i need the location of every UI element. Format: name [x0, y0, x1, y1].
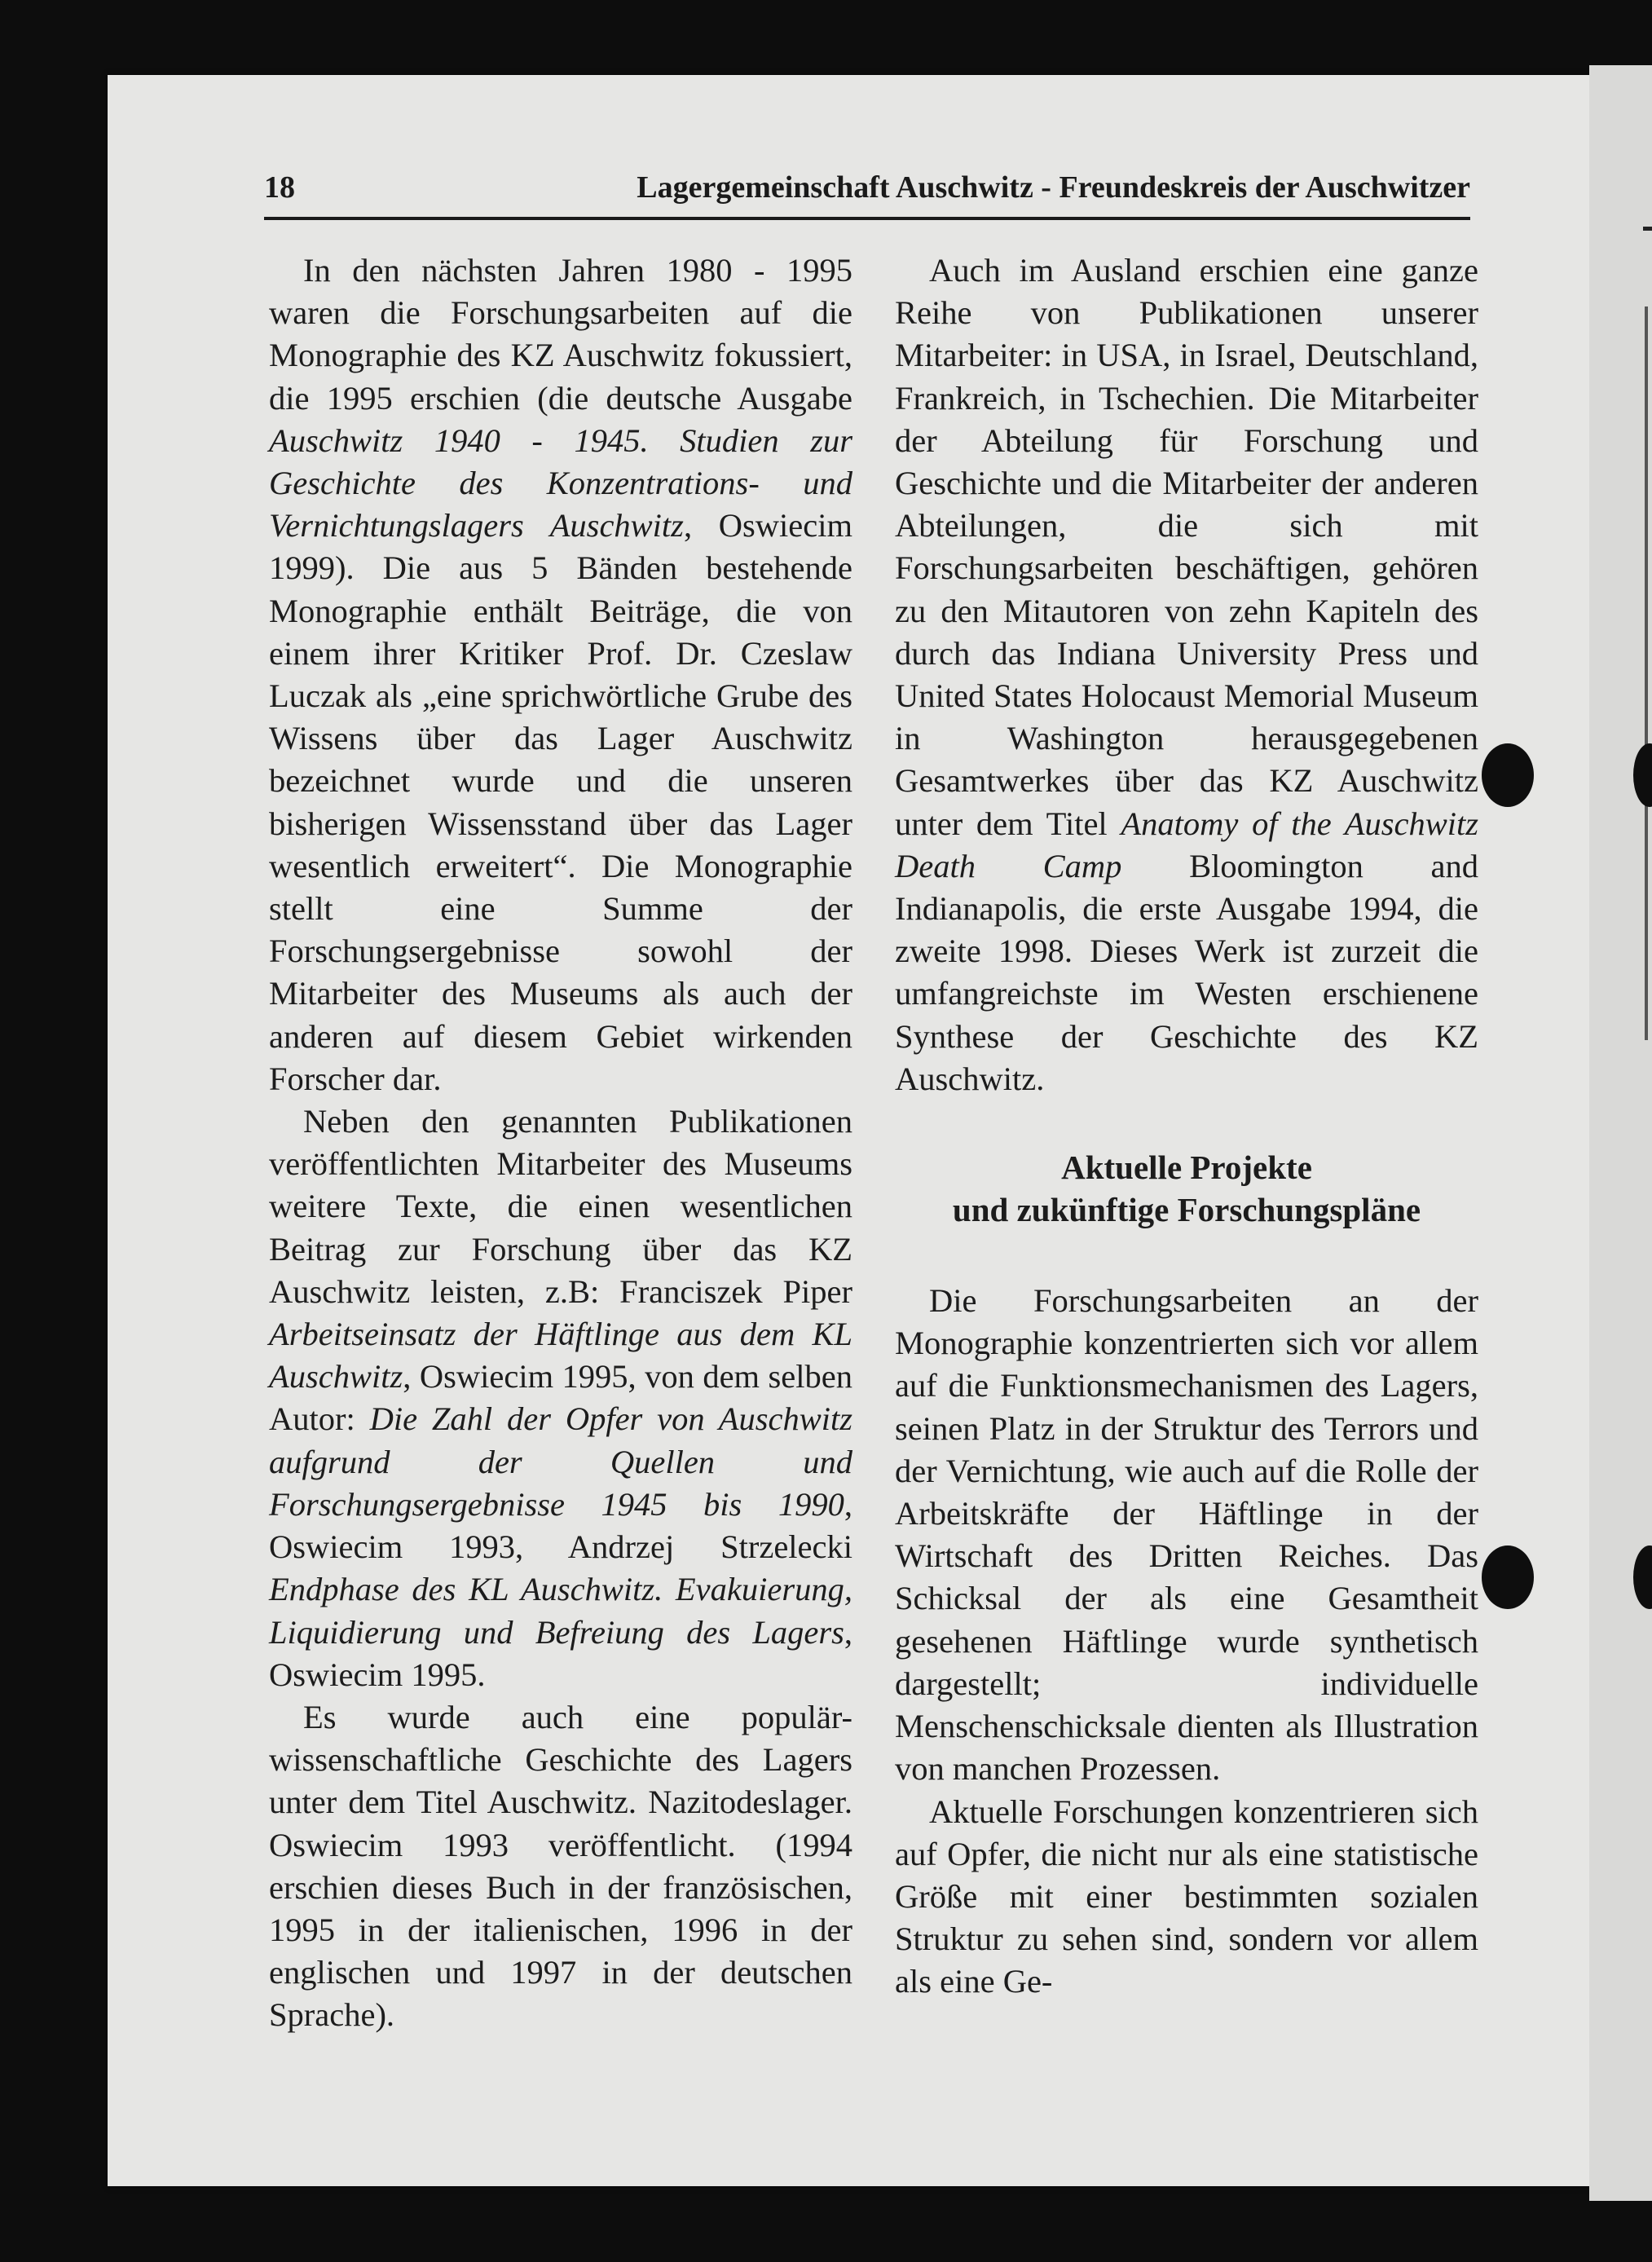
right-column: [895, 249, 1478, 2004]
paragraph: Es wurde auch eine populär-wissenschaftliche Geschichte des Lagers unter dem Titel Auschwitz. Nazitodeslager. Oswiecim 1993 veröffentlicht. (1994 erschien dieses Buch in der französischen, 1995 in der italienischen, 1996 in der englischen und 1997 in der deutschen Sprache).: [269, 1698, 852, 2034]
paragraph: Aktuelle Forschungen konzentrieren sich auf Opfer, die nicht nur als eine statistische Größe mit einer bestimmten sozialen Struktur zu sehen sind, sondern vor allem als eine Ge-: [895, 1792, 1478, 2000]
paragraph: Die Forschungsarbeiten an der Monographie konzentrierten sich vor allem auf die Funktionsmechanismen des Lagers, seinen Platz in der Struktur des Terrors und der Vernichtung, wie auch auf die Rolle der Arbeitskräfte der Häftlinge in der Wirtschaft des Dritten Reiches. Das Schicksal der als eine Gesamtheit gesehenen Häftlinge wurde synthetisch dargestellt; individuelle Menschenschicksale dienten als Illustration von manchen Prozessen.: [895, 1282, 1478, 1788]
running-header: [264, 163, 1470, 220]
punch-hole-upper: [1482, 743, 1534, 807]
running-title: Lagergemeinschaft Auschwitz - Freundeskreis der Auschwitzer: [637, 170, 1470, 205]
section-heading: Aktuelle Projekte und zukünftige Forschungspläne: [952, 1149, 1421, 1229]
paragraph: Neben den genannten Publikationen veröffentlichten Mitarbeiter des Museums weitere Texte, die einen wesentlichen Beitrag zur Forschung über das KZ Auschwitz leisten, z.B: Franciszek Piper Arbeitseinsatz der Häftlinge aus dem KL Auschwitz, Oswiecim 1995, von dem selben Autor: Die Zahl der Opfer von Auschwitz aufgrund der Quellen und Forschungsergebnisse 1945 bis 1990, Oswiecim 1993, Andrzej Strzelecki Endphase des KL Auschwitz. Evakuierung, Liquidierung und Befreiung des Lagers, Oswiecim 1995.: [269, 1103, 852, 1693]
adjacent-page-fragment: [1643, 227, 1652, 231]
punch-hole-lower: [1482, 1545, 1534, 1609]
left-column: [269, 249, 852, 2037]
paragraph: Auch im Ausland erschien eine ganze Reihe von Publikationen unserer Mitarbeiter: in USA, in Israel, Deutschland, Frankreich, in Tschechien. Die Mitarbeiter der Abteilung für Forschung und Geschichte und die Mitarbeiter der anderen Abteilungen, die sich mit Forschungsarbeiten beschäftigen, gehören zu den Mitautoren von zehn Kapiteln des durch das Indiana University Press und United States Holocaust Memorial Museum in Washington herausgegebenen Gesamtwerkes über das KZ Auschwitz unter dem Titel Anatomy of the Auschwitz Death Camp Bloomington and Indianapolis, die erste Ausgabe 1994, die zweite 1998. Dieses Werk ist zurzeit die umfangreichste im Westen erschienene Synthese der Geschichte des KZ Auschwitz.: [895, 252, 1479, 1097]
adjacent-page-frame-line: [1645, 306, 1648, 1040]
adjacent-page-edge: [1589, 65, 1652, 2201]
paragraph: In den nächsten Jahren 1980 - 1995 waren die Forschungsarbeiten auf die Monographie des KZ Auschwitz fokussiert, die 1995 erschien (die deutsche Ausgabe Auschwitz 1940 - 1945. Studien zur Geschichte des Konzentrations- und Vernichtungslagers Auschwitz, Oswiecim 1999). Die aus 5 Bänden bestehende Monographie enthält Beiträge, die von einem ihrer Kritiker Prof. Dr. Czeslaw Luczak als „eine sprichwörtliche Grube des Wissens über das Lager Auschwitz bezeichnet wurde und die unseren bisherigen Wissensstand über das Lager wesentlich erweitert“. Die Monographie stellt eine Summe der Forschungsergebnisse sowohl der Mitarbeiter des Museums als auch der anderen auf diesem Gebiet wirkenden Forscher dar.: [269, 252, 852, 1097]
page-number: 18: [264, 170, 295, 205]
